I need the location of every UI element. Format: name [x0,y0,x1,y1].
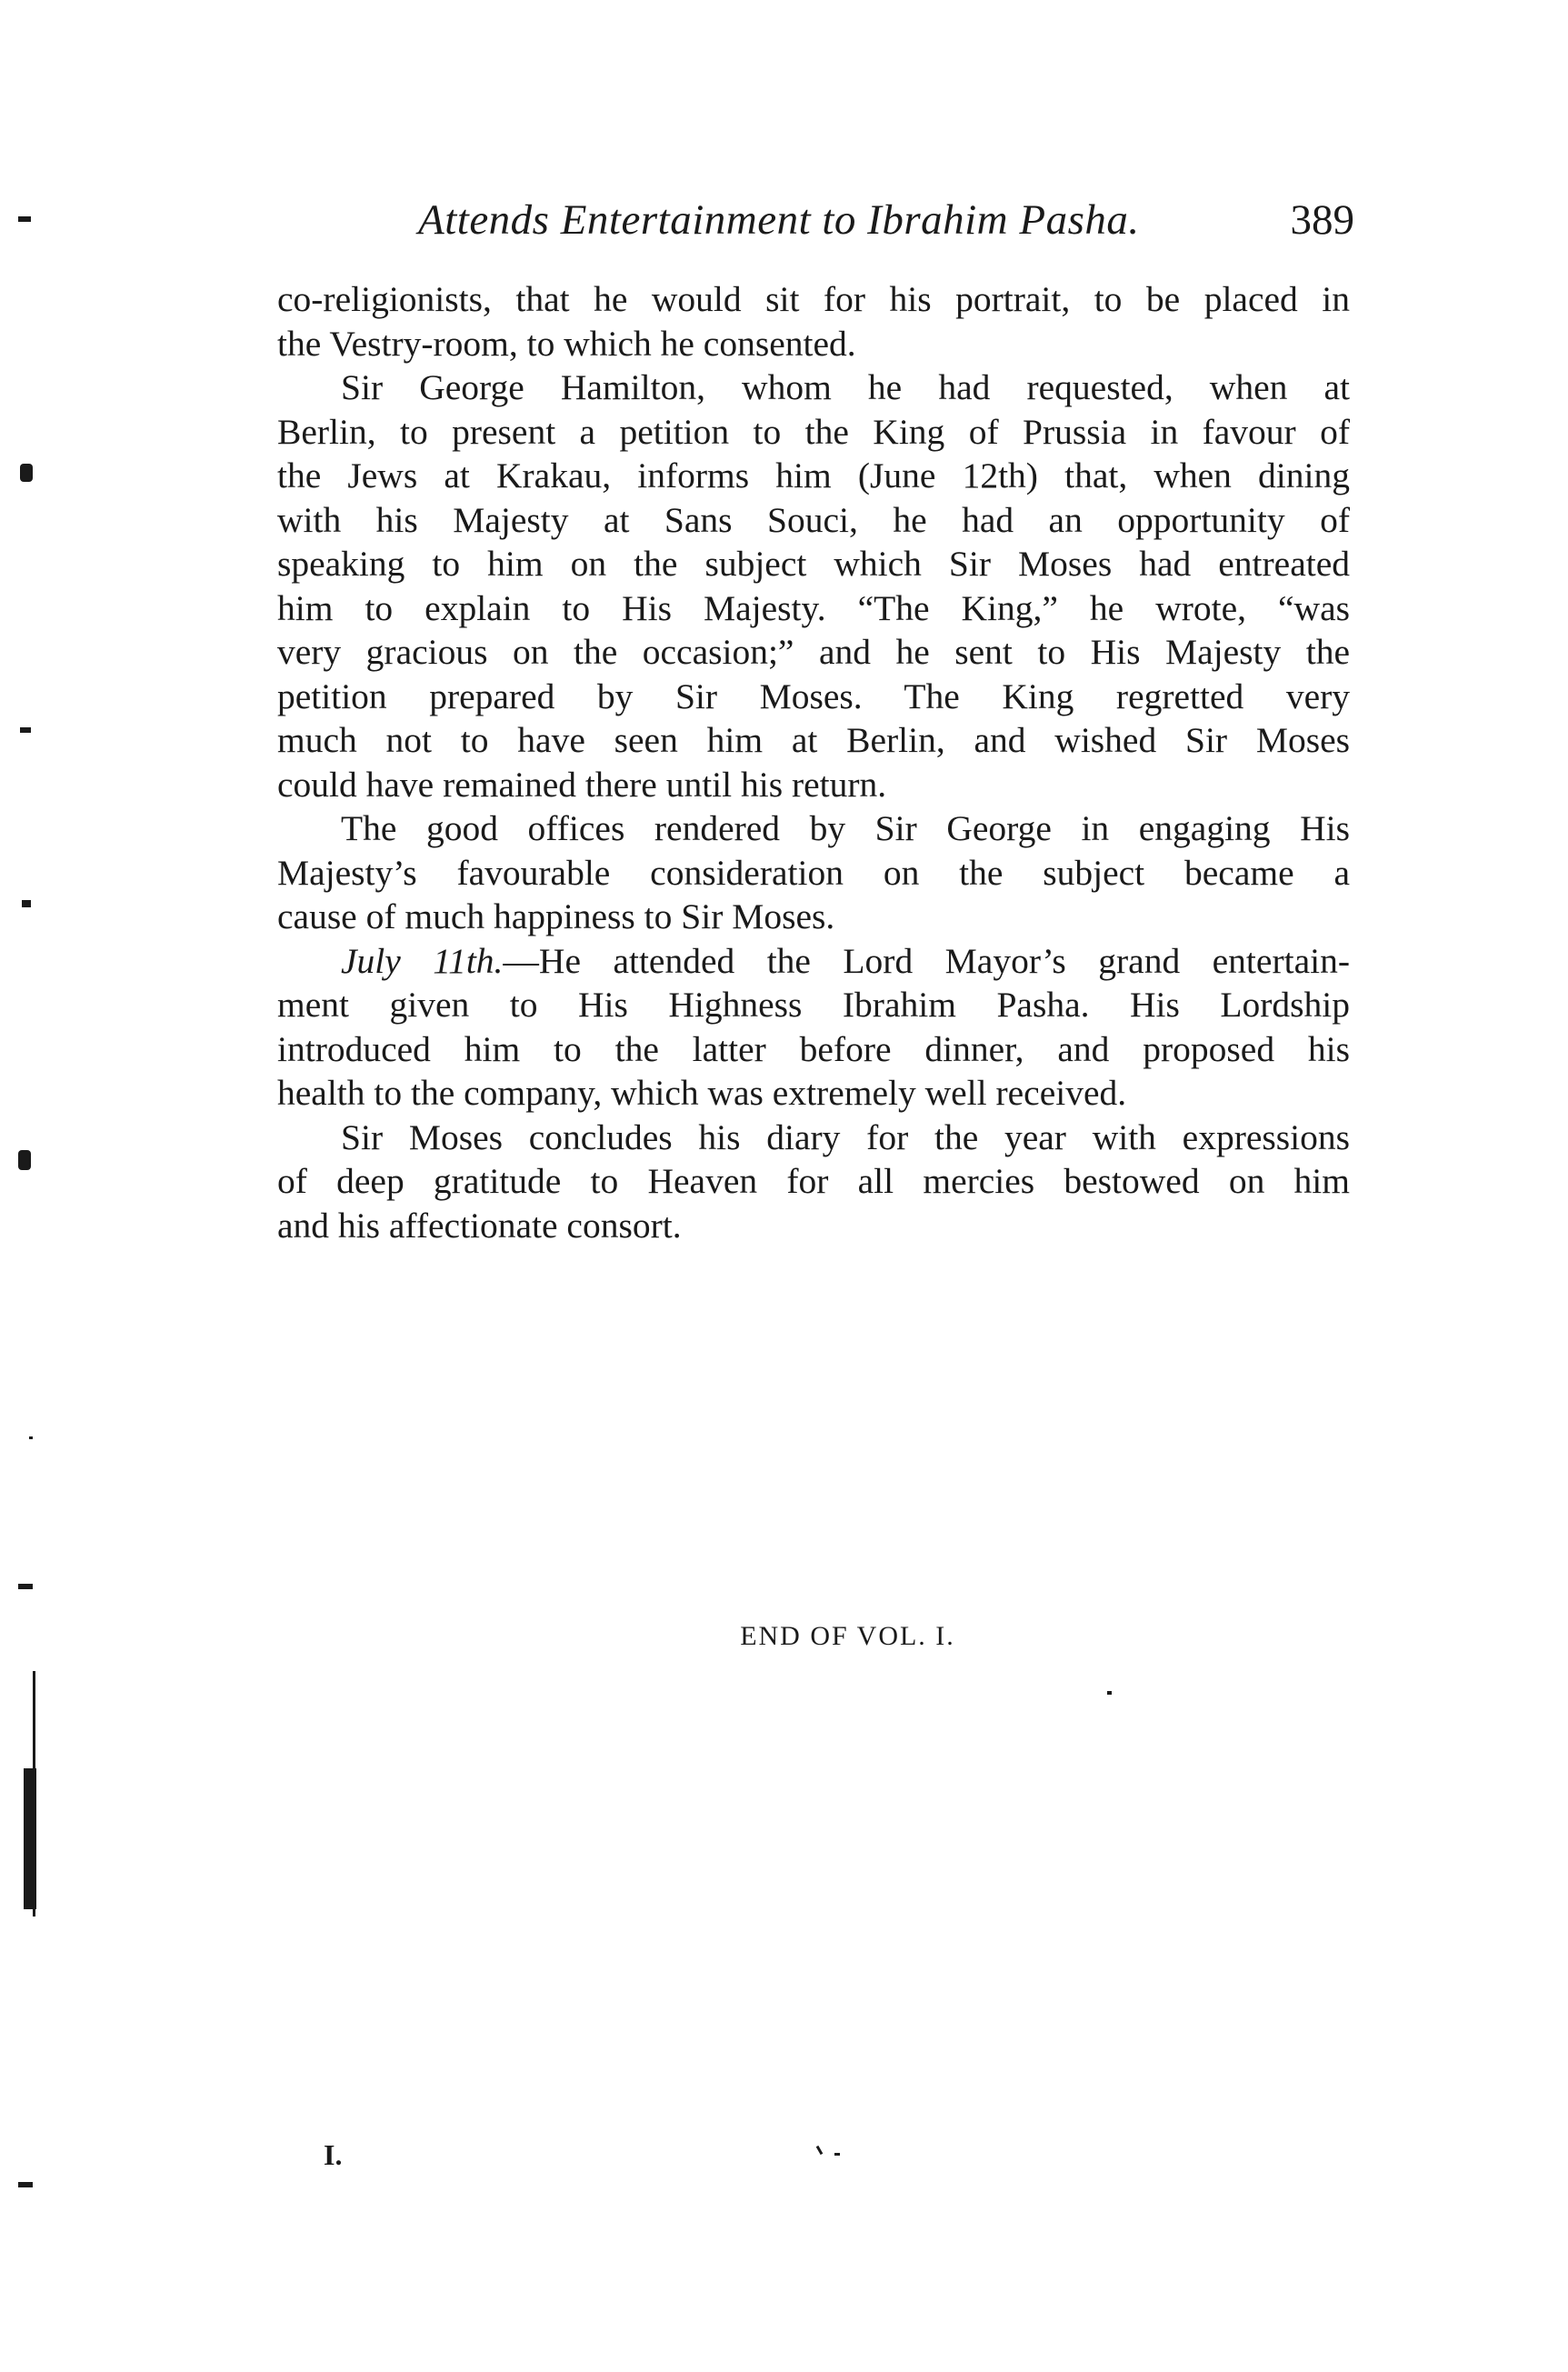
text-line: the Jews at Krakau, informs him (June 12th) that, when dining [277,455,1350,495]
text-line: The good offices rendered by Sir George in engaging His [341,808,1350,848]
text-line: health to the company, which was extremely well received. [277,1073,1127,1113]
text-line: introduced him to the latter before dinner, and proposed his [277,1028,1350,1069]
paragraph-5 [277,1116,1350,1248]
text-line: much not to have seen him at Berlin, and wished Sir Moses [277,720,1350,760]
scan-speck [18,1150,31,1170]
paragraph-2 [277,365,1350,806]
text-fragment: —He attended the Lord Mayor’s grand entertain- [503,940,1350,981]
text-line: with his Majesty at Sans Souci, he had an opportunity of [277,499,1350,540]
scan-speck [20,727,31,733]
text-line: ment given to His Highness Ibrahim Pasha. His Lordship [277,985,1350,1025]
scan-speck [18,216,31,222]
text-line: co-religionists, that he would sit for his portrait, to be placed in [277,279,1350,319]
text-line: could have remained there until his return. [277,764,887,805]
text-line: cause of much happiness to Sir Moses. [277,896,835,936]
scan-speck [18,1584,33,1589]
text-line [277,939,1350,984]
running-head [418,195,1354,259]
running-title: Attends Entertainment to Ibrahim Pasha. [418,196,1140,244]
text-line: petition prepared by Sir Moses. The King regretted very [277,676,1350,716]
text-line: and his affectionate consort. [277,1205,682,1246]
text-line: Sir George Hamilton, whom he had requested, when at [341,367,1350,407]
text-line: of deep gratitude to Heaven for all mercies bestowed on him [277,1161,1350,1201]
scan-speck [834,2153,840,2156]
text-line: Majesty’s favourable consideration on the subject became a [277,852,1350,893]
scan-speck [29,1436,33,1439]
end-of-volume-note: END OF VOL. I. [740,1621,955,1651]
paragraph-4 [277,939,1350,1116]
date-label: July 11th. [341,940,504,981]
text-line: Sir Moses concludes his diary for the year with expressions [341,1116,1350,1157]
paragraph-3 [277,806,1350,939]
text-line: speaking to him on the subject which Sir Moses had entreated [277,544,1350,584]
paragraph-1 [277,277,1350,365]
text-line: the Vestry-room, to which he consented. [277,323,856,364]
text-line: Berlin, to present a petition to the King of Prussia in favour of [277,411,1350,452]
scan-speck [18,2182,33,2187]
scan-speck [1107,1691,1112,1695]
scan-speck [22,900,31,907]
text-line: very gracious on the occasion;” and he sent to His Majesty the [277,632,1350,672]
body-text [277,277,1350,1247]
signature-mark: I. [324,2138,343,2171]
text-line: him to explain to His Majesty. “The King,” he wrote, “was [277,587,1350,628]
page-number: 389 [1290,196,1354,244]
scan-speck [20,464,33,482]
scan-speck [24,1768,36,1909]
scan-speck [816,2146,824,2155]
